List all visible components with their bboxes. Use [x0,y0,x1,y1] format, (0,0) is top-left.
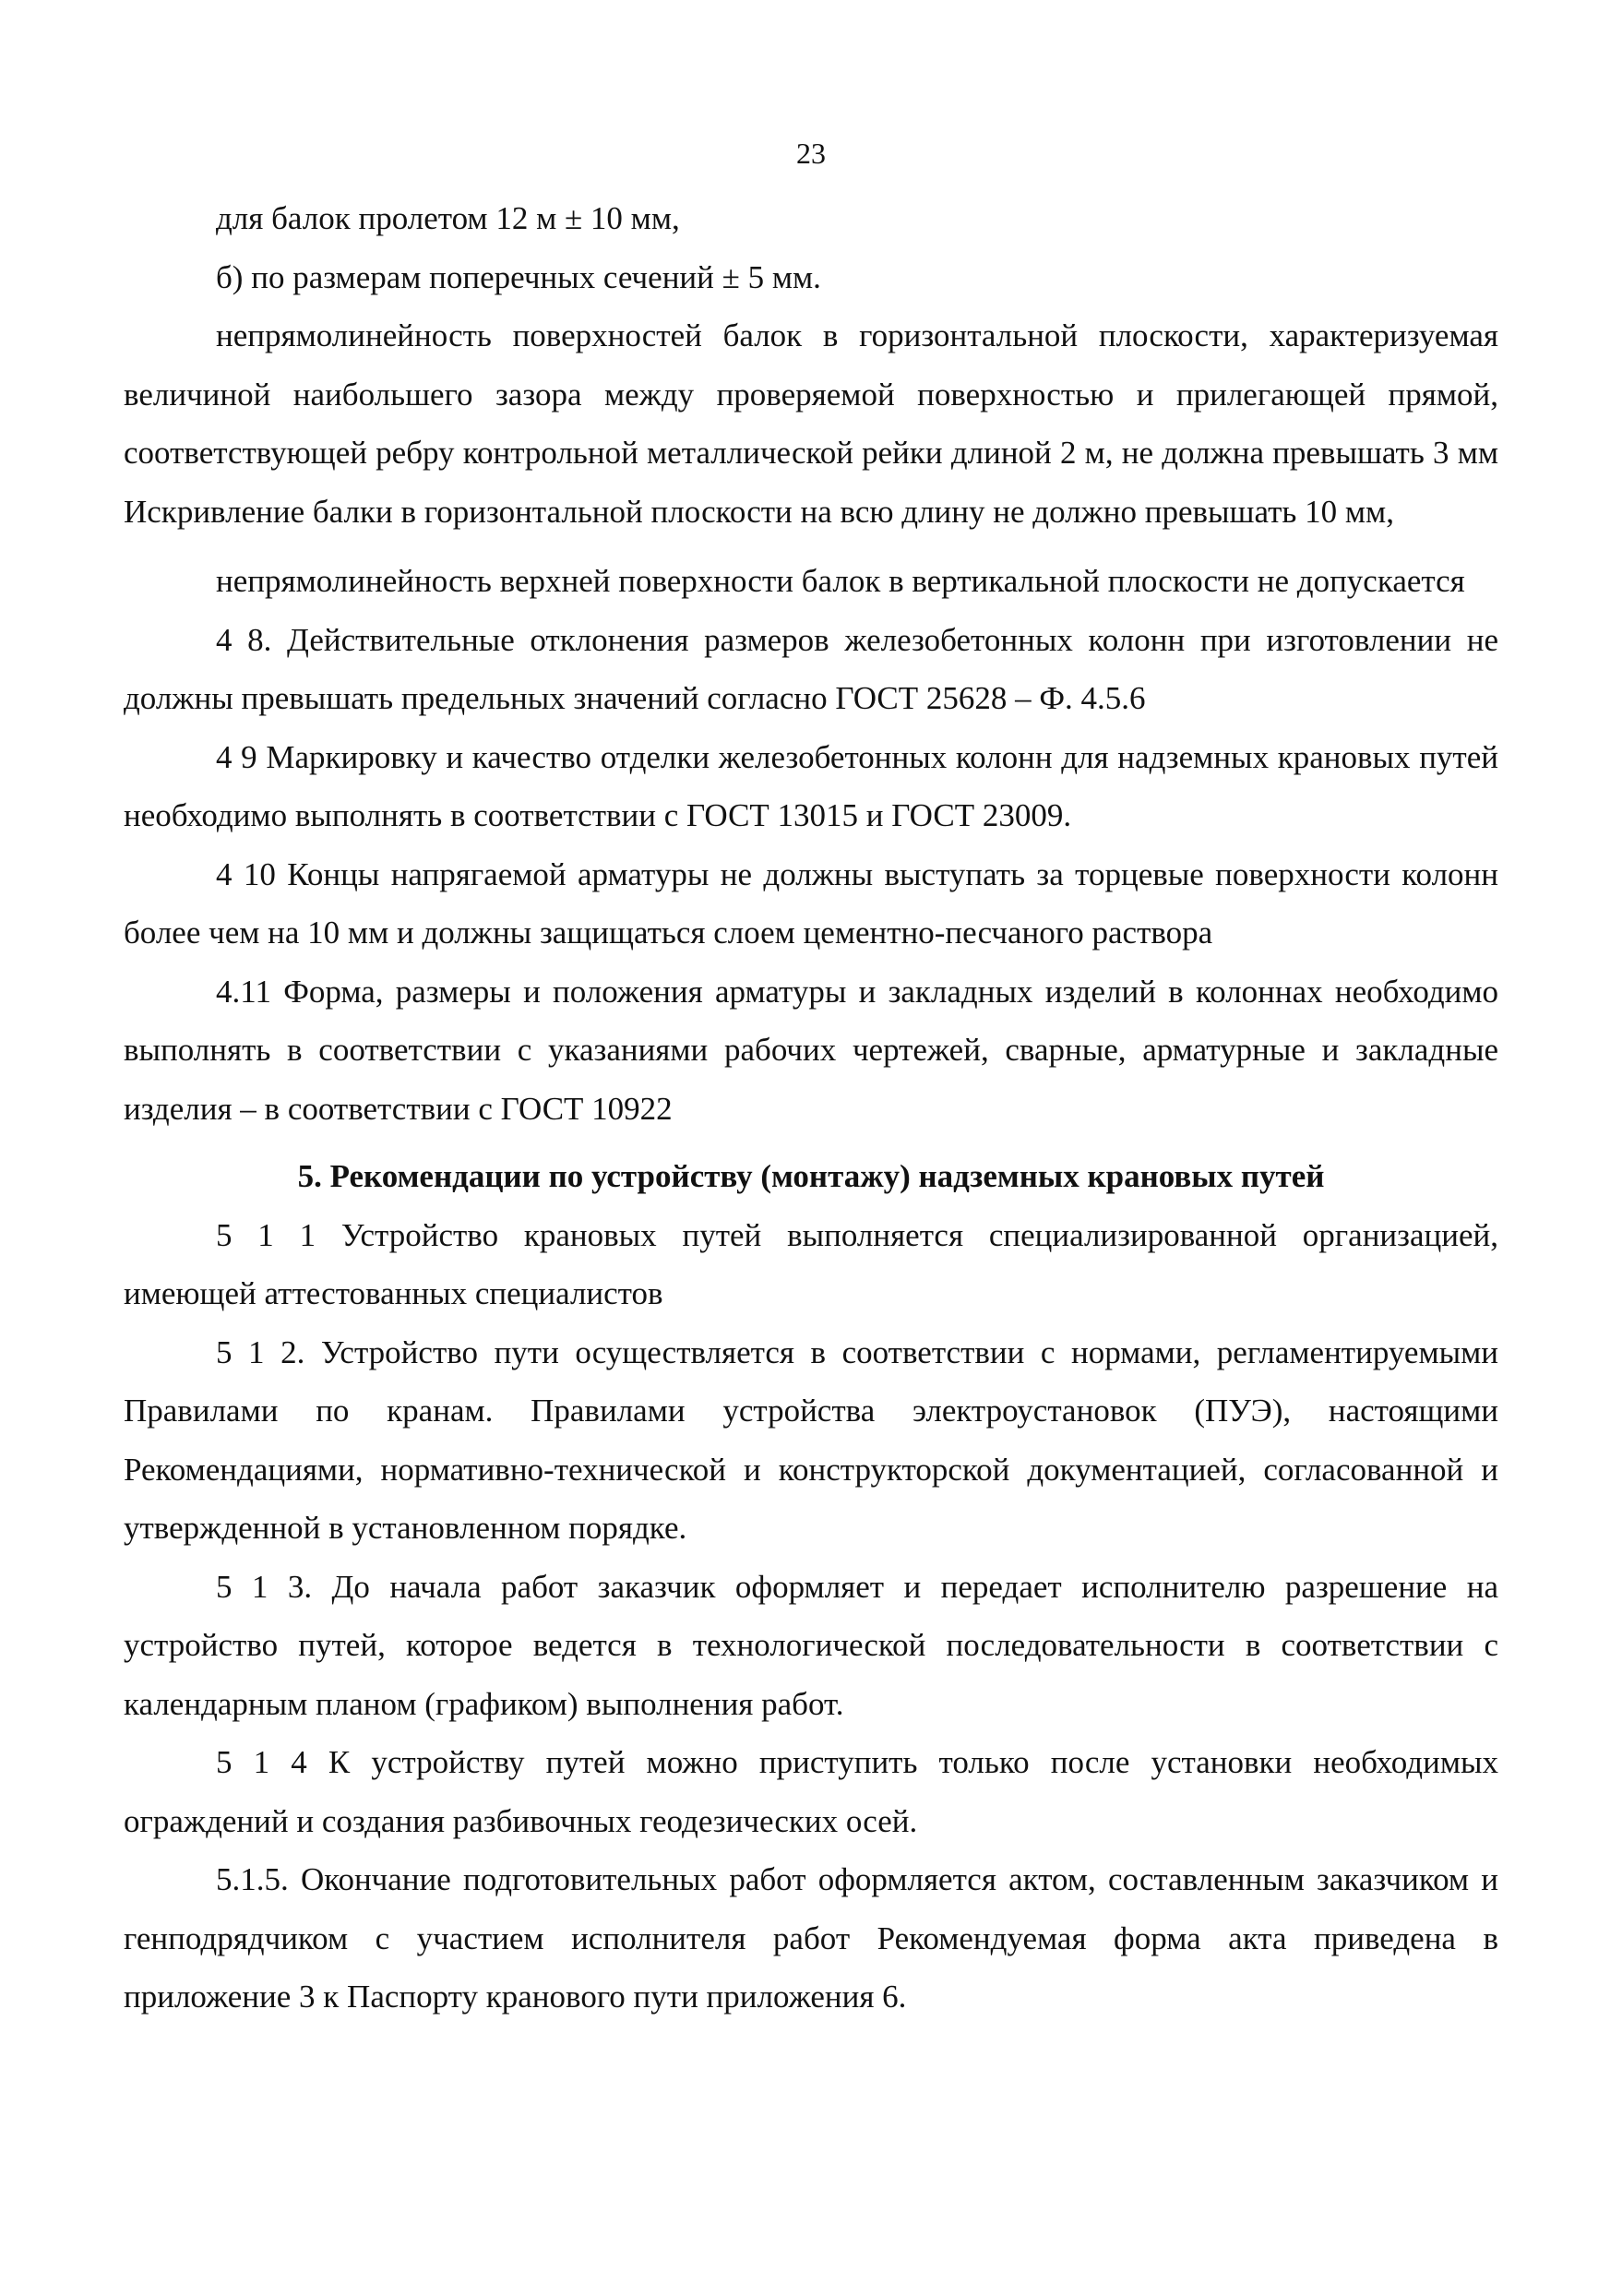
paragraph: для балок пролетом 12 м ± 10 мм, [216,200,680,236]
paragraph: 5 1 2. Устройство пути осуществляется в соответствии с нормами, регламентируемыми Правилами по кранам. Правилами устройства электроустановок (ПУЭ), настоящими Рекомендациями, нормативно-технической и конструкторской документацией, согласованной и утвержденной в установленном порядке. [124,1333,1498,1546]
paragraph: б) по размерам поперечных сечений ± 5 мм. [216,258,821,295]
paragraph: 4.11 Форма, размеры и положения арматуры и закладных изделий в колоннах необходимо выполнять в соответствии с указаниями рабочих чертежей, сварные, арматурные и закладные изделия – в соответствии с ГОСТ 10922 [124,973,1498,1127]
paragraph: 5 1 1 Устройство крановых путей выполняется специализированной организацией, имеющей аттестованных специалистов [124,1216,1498,1311]
section-heading: 5. Рекомендации по устройству (монтажу) надземных крановых путей [297,1158,1325,1194]
paragraph: 4 8. Действительные отклонения размеров железобетонных колонн при изготовлении не должны превышать предельных значений согласно ГОСТ 25628 – Ф. 4.5.6 [124,621,1498,716]
document-body [124,189,1498,2027]
paragraph: 5.1.5. Окончание подготовительных работ оформляется актом, составленным заказчиком и генподрядчиком с участием исполнителя работ Рекомендуемая форма акта приведена в приложение 3 к Паспорту кранового пути приложения 6. [124,1861,1498,2015]
paragraph: непрямолинейность поверхностей балок в горизонтальной плоскости, характеризуемая величиной наибольшего зазора между проверяемой поверхностью и прилегающей прямой, соответствующей ребру контрольной металлической рейки длиной 2 м, не должна превышать 3 мм Искривление балки в горизонтальной плоскости на всю длину не должно превышать 10 мм, [124,317,1498,530]
paragraph: 5 1 4 К устройству путей можно приступить только после установки необходимых ограждений и создания разбивочных геодезических осей. [124,1744,1498,1839]
page-number: 23 [796,137,826,170]
paragraph: 5 1 3. До начала работ заказчик оформляет и передает исполнителю разрешение на устройство путей, которое ведется в технологической последовательности в соответствии с календарным планом (графиком) выполнения работ. [124,1568,1498,1722]
paragraph: 4 10 Концы напрягаемой арматуры не должны выступать за торцевые поверхности колонн более чем на 10 мм и должны защищаться слоем цементно-песчаного раствора [124,855,1498,951]
paragraph: непрямолинейность верхней поверхности балок в вертикальной плоскости не допускается [216,563,1465,599]
paragraph: 4 9 Маркировку и качество отделки железобетонных колонн для надземных крановых путей необходимо выполнять в соответствии с ГОСТ 13015 и ГОСТ 23009. [124,738,1498,833]
